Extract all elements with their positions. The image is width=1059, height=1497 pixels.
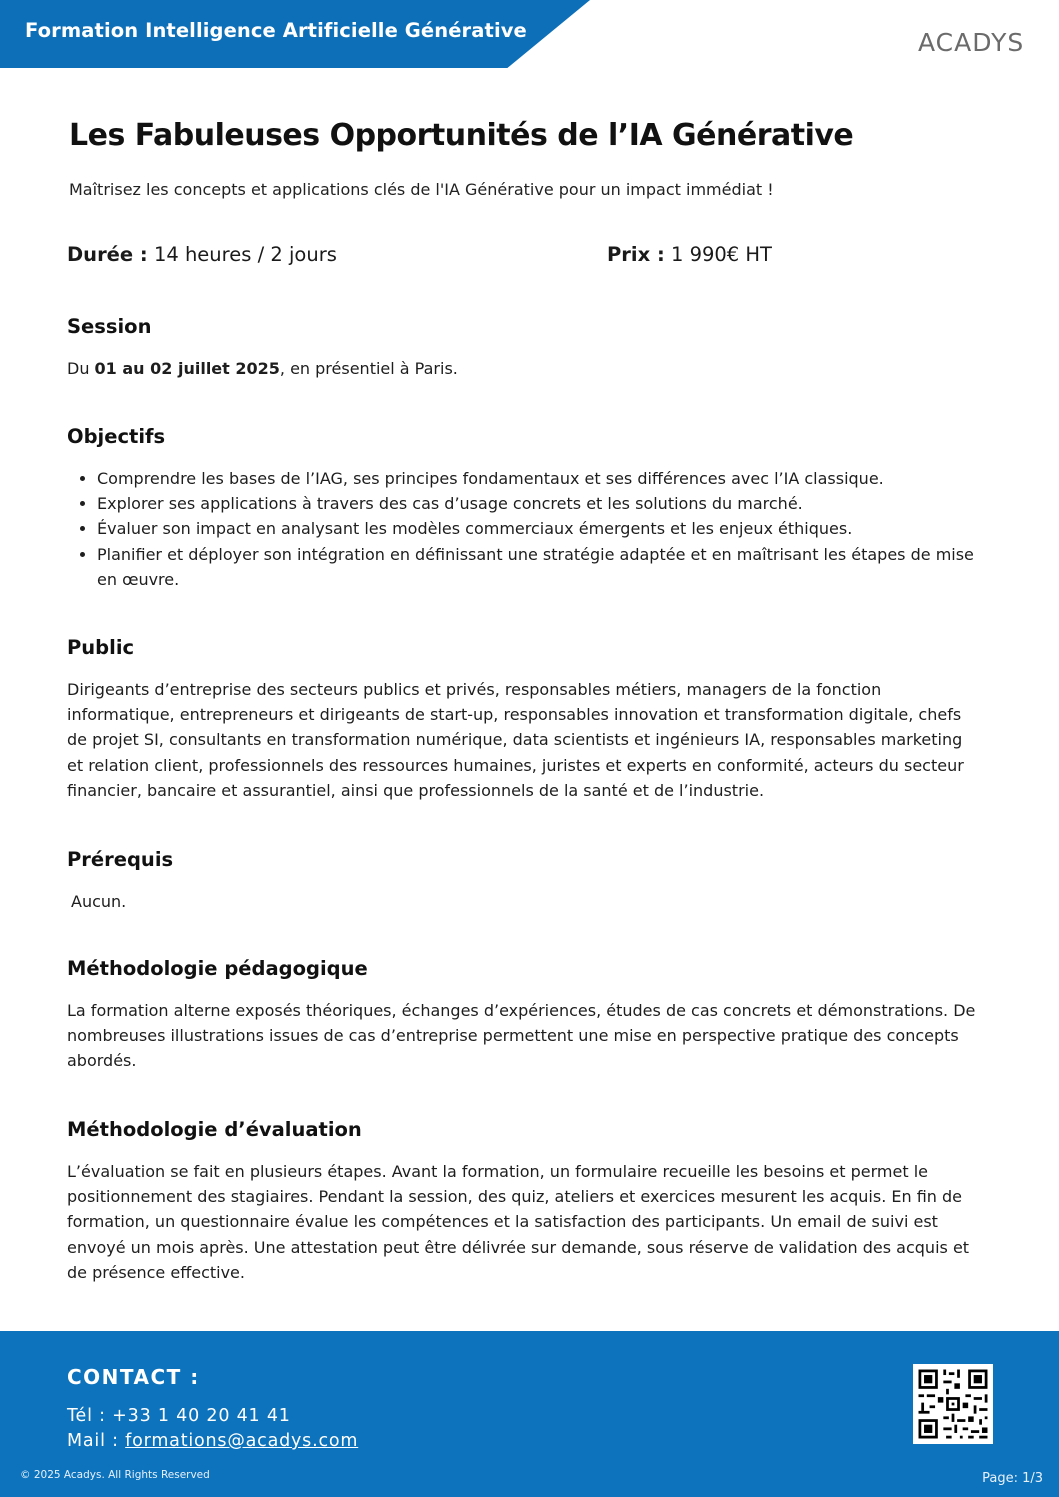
prerequis-text: Aucun.: [71, 892, 127, 911]
evaluation-text: L’évaluation se fait en plusieurs étapes. Avant la formation, un formulaire recueille les besoins et permet le positionnement des stagiaires. Pendant la session, des quiz, ateliers et exercices mesurent les acquis. En fin de formation, un questionnaire évalue les compétences et la satisfaction des participants. Un email de suivi est envoyé un mois après. Une attestation peut être délivrée sur demande, sous réserve de validation des acquis et de présence effective.: [67, 1162, 970, 1282]
pedagogie-section: [67, 957, 977, 1074]
logo-text: ACADYS: [918, 28, 1025, 57]
duration-info: [67, 243, 337, 266]
public-heading: Public: [67, 636, 135, 659]
objectifs-section: [67, 425, 977, 592]
pedagogie-heading: Méthodologie pédagogique: [67, 957, 368, 980]
prerequis-section: [67, 848, 977, 914]
session-dates: 01 au 02 juillet 2025: [94, 359, 280, 378]
objectif-item: • Évaluer son impact en analysant les modèles commerciaux émergents et les enjeux éthiques.: [97, 516, 977, 541]
banner-title: Formation Intelligence Artificielle Générative: [25, 19, 527, 42]
copyright-text: © 2025 Acadys. All Rights Reserved: [20, 1469, 210, 1481]
duration-label: Durée :: [67, 243, 148, 266]
objectif-item: • Planifier et déployer son intégration en définissant une stratégie adaptée et en maîtrisant les étapes de mise en œuvre.: [97, 542, 977, 592]
contact-phone: [67, 1406, 291, 1426]
evaluation-heading: Méthodologie d’évaluation: [67, 1118, 362, 1141]
prerequis-heading: Prérequis: [67, 848, 174, 871]
mail-label: Mail :: [67, 1431, 126, 1451]
qr-code-icon[interactable]: [913, 1364, 993, 1444]
pedagogie-text: La formation alterne exposés théoriques, échanges d’expériences, études de cas concrets et démonstrations. De nombreuses illustrations issues de cas d’entreprise permettent une mise en perspective pratique des concepts abordés.: [67, 1001, 976, 1071]
public-section: [67, 636, 977, 803]
phone-value[interactable]: +33 1 40 20 41 41: [112, 1406, 291, 1426]
session-text: [67, 356, 977, 381]
objectif-item: • Explorer ses applications à travers des cas d’usage concrets et les solutions du marché.: [97, 491, 977, 516]
acadys-logo: [918, 28, 1024, 57]
duration-value: 14 heures / 2 jours: [153, 243, 337, 266]
contact-heading: CONTACT :: [67, 1365, 200, 1389]
price-info: [607, 243, 772, 266]
session-prefix: Du: [67, 359, 95, 378]
objectifs-list: [67, 466, 977, 592]
page-title: Les Fabuleuses Opportunités de l’IA Générative: [69, 118, 854, 153]
session-section: [67, 315, 977, 381]
objectif-item: • Comprendre les bases de l’IAG, ses principes fondamentaux et ses différences avec l’IA classique.: [97, 466, 977, 491]
price-value: 1 990€ HT: [670, 243, 772, 266]
mail-link[interactable]: formations@acadys.com: [125, 1431, 359, 1451]
session-heading: Session: [67, 315, 152, 338]
evaluation-section: [67, 1118, 977, 1285]
objectifs-heading: Objectifs: [67, 425, 166, 448]
page-subtitle: Maîtrisez les concepts et applications clés de l'IA Générative pour un impact immédiat !: [69, 180, 774, 199]
phone-label: Tél :: [67, 1406, 113, 1426]
contact-footer: [0, 1331, 1059, 1497]
public-text: Dirigeants d’entreprise des secteurs publics et privés, responsables métiers, managers de la fonction informatique, entrepreneurs et dirigeants de start-up, responsables innovation et transformation digitale, chefs de projet SI, consultants en transformation numérique, data scientists et ingénieurs IA, responsables marketing et relation client, professionnels des ressources humaines, juristes et experts en conformité, acteurs du secteur financier, bancaire et assurantiel, ainsi que professionnels de la santé et de l’industrie.: [67, 680, 964, 800]
price-label: Prix :: [607, 243, 665, 266]
contact-mail: [67, 1431, 358, 1451]
page-number: Page: 1/3: [982, 1471, 1043, 1486]
qr-code-graphic: [913, 1364, 993, 1444]
session-suffix: , en présentiel à Paris.: [279, 359, 458, 378]
